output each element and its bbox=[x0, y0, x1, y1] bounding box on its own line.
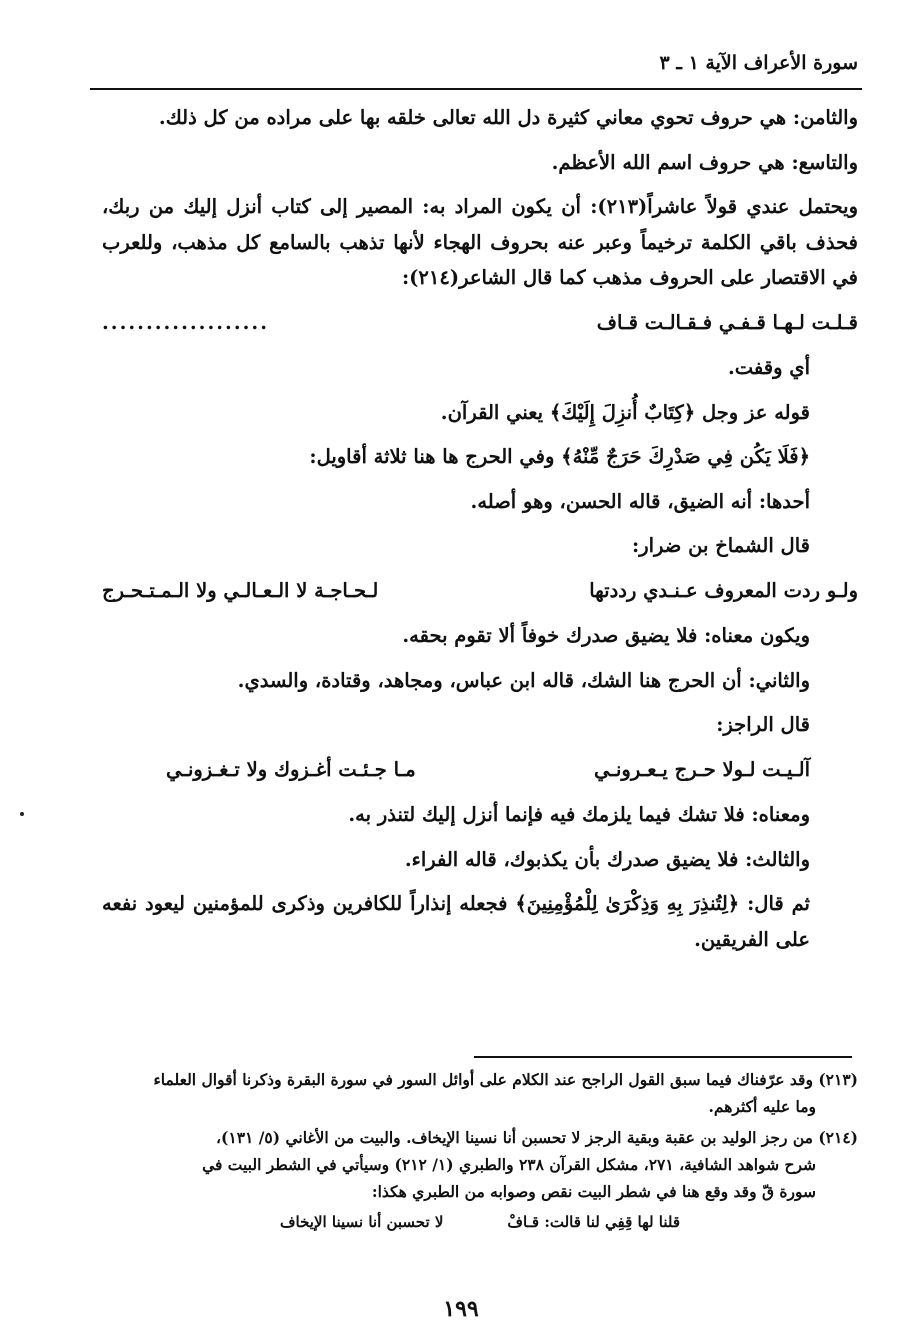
footnote-214 bbox=[102, 1124, 858, 1205]
verse-3-hemistich-right: آلـيـت لـولا حـرج يـعـرونـي bbox=[594, 757, 810, 781]
paragraph-first-opinion: أحدها: أنه الضيق، قاله الحسن، وهو أصله. bbox=[470, 489, 810, 513]
footnote-214-line-1: (٢١٤) من رجز الوليد بن عقبة وبقية الرجز لا تحسبن أنا نسينا الإيخاف. والبيت من الأغاني (٥/ ١٣١)، bbox=[216, 1128, 858, 1147]
footnote-213-line-2: وما عليه أكثرهم. bbox=[708, 1097, 816, 1116]
page-number: ١٩٩ bbox=[443, 1296, 479, 1322]
paragraph-rajiz: قال الراجز: bbox=[716, 713, 810, 736]
verse-line-1 bbox=[102, 305, 858, 341]
paragraph-second-opinion: والثاني: أن الحرج هنا الشك، قاله ابن عباس، ومجاهد، وقتادة، والسدي. bbox=[237, 668, 810, 692]
paragraph-ninth: والتاسع: هي حروف اسم الله الأعظم. bbox=[551, 150, 858, 174]
paragraph-warning: ثم قال: ﴿لِتُنذِرَ بِهِ وَذِكْرَىٰ لِلْمُؤْمِنِينَ﴾ فجعله إنذاراً للكافرين وذكرى للمؤمنين ليعود نفعه على الفريقين. bbox=[102, 892, 810, 951]
verse-1-hemistich-left: ................... bbox=[102, 310, 269, 334]
main-text bbox=[102, 100, 858, 966]
footnotes bbox=[102, 1066, 858, 1236]
paragraph-meaning-2: ومعناه: فلا تشك فيما يلزمك فيه فإنما أنزل إليك لتنذر به. bbox=[348, 803, 810, 826]
paragraph-third-opinion: والثالث: فلا يضيق صدرك بأن يكذبوك، قاله الفراء. bbox=[404, 847, 810, 871]
footnote-213 bbox=[102, 1066, 858, 1120]
verse-1-hemistich-right: قـلـت لـهـا قـفـي فـقـالـت قـاف bbox=[596, 310, 858, 334]
running-header: سورة الأعراف الآية ١ ـ ٣ bbox=[659, 52, 858, 74]
paragraph-eighth: والثامن: هي حروف تحوي معاني كثيرة دل الله تعالى خلقه بها على مراده من كل ذلك. bbox=[158, 106, 858, 129]
footnote-214-line-2: شرح شواهد الشافية، ٢٧١، مشكل القرآن ٢٣٨ والطبري (١/ ٢١٢) وسيأتي في الشطر البيت في bbox=[202, 1155, 816, 1174]
verse-line-2 bbox=[102, 573, 858, 609]
verse-2-hemistich-left: لـحـاجـة لا الـعـالـي ولا الـمـتـحـرج bbox=[102, 578, 379, 602]
footnote-verse bbox=[102, 1209, 858, 1236]
footnote-divider bbox=[474, 1056, 852, 1058]
footnote-213-line-1: (٢١٣) وقد عرّفناك فيما سبق القول الراجح عند الكلام على أوائل السور في سورة البقرة وذكرنا أقوال العلماء bbox=[153, 1070, 858, 1089]
paragraph-stopped: أي وقفت. bbox=[727, 356, 810, 379]
verse-2-hemistich-right: ولـو ردت المعروف عـنـدي رددتها bbox=[589, 578, 858, 602]
paragraph-tenth: ويحتمل عندي قولاً عاشراً(٢١٣): أن يكون المراد به: المصير إلى كتاب أنزل إليك من ربك، فحذف باقي الكلمة ترخيماً وعبر عنه بحروف الهجاء لأنها تذهب بالسامع كل مذهب، وللعرب في الاقتصار على الحروف مذهب كما قال الشاعر(٢١٤): bbox=[102, 195, 858, 289]
paragraph-meaning-1: ويكون معناه: فلا يضيق صدرك خوفاً ألا تقوم بحقه. bbox=[402, 624, 810, 647]
verse-3-hemistich-left: مـا جـئـت أغـزوك ولا تـغـزونـي bbox=[166, 757, 416, 781]
footnote-verse-right: قلنا لها قِفِي لنا قالت: قـافْ bbox=[507, 1213, 681, 1231]
footnote-verse-left: لا تحسبن أنا نسينا الإيخاف bbox=[280, 1213, 444, 1231]
paragraph-no-hardship: ﴿فَلَا يَكُن فِي صَدْرِكَ حَرَجٌ مِّنْهُ﴾ وفي الحرج ها هنا ثلاثة أقاويل: bbox=[309, 445, 810, 468]
paragraph-book-revealed: قوله عز وجل ﴿كِتَابٌ أُنزِلَ إِلَيْكَ﴾ يعني القرآن. bbox=[440, 400, 810, 424]
verse-line-3 bbox=[166, 752, 810, 788]
margin-speck bbox=[20, 812, 24, 816]
paragraph-shammakh: قال الشماخ بن ضرار: bbox=[632, 534, 810, 557]
footnote-214-line-3: سورة قّ وقد وقع هنا في شطر البيت نقص وصوابه من الطبري هكذا: bbox=[371, 1182, 816, 1201]
header-divider bbox=[90, 88, 862, 90]
